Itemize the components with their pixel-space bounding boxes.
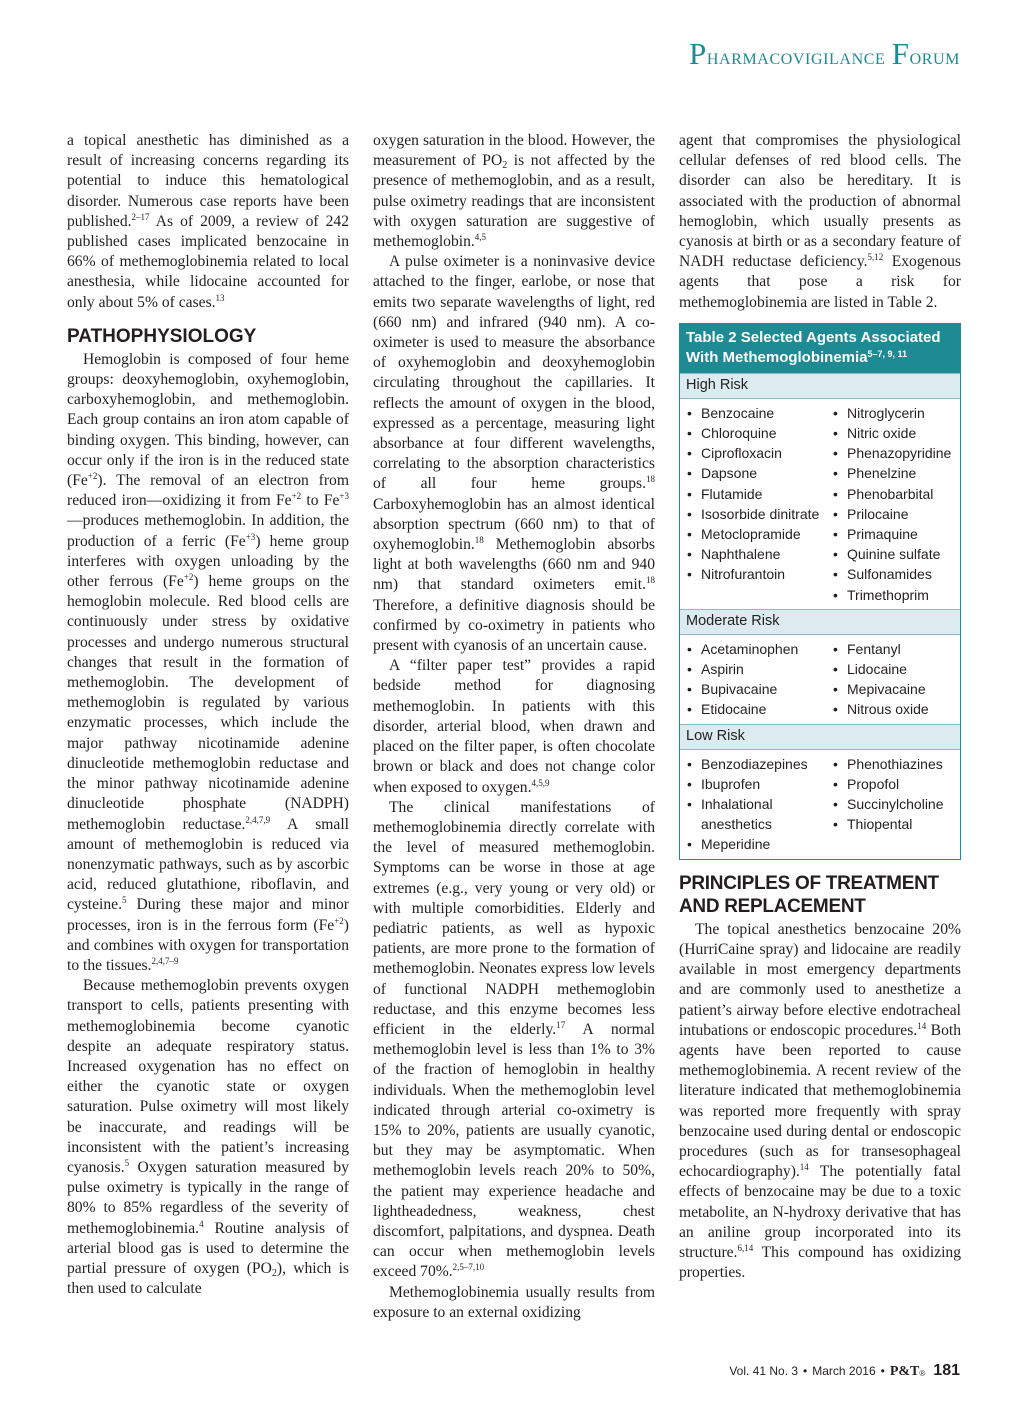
agent-list bbox=[826, 639, 960, 720]
section-heading-principles-of-treatment: PRINCIPLES OF TREATMENT AND REPLACEMENT bbox=[679, 872, 939, 917]
agent-item: • Dapsone bbox=[680, 463, 826, 483]
citation-ref: 2–17 bbox=[131, 211, 150, 222]
agent-item: • Fentanyl bbox=[826, 639, 960, 659]
agent-item: • Ciprofloxacin bbox=[680, 443, 826, 463]
agent-item: • Quinine sulfate bbox=[826, 544, 960, 564]
page-footer: Vol. 41 No. 3 • March 2016 • P&T® 181 bbox=[729, 1362, 960, 1379]
agent-list bbox=[680, 403, 826, 605]
citation-ref: +2 bbox=[334, 915, 344, 926]
agent-item: • Benzocaine bbox=[680, 403, 826, 423]
volume-issue: Vol. 41 No. 3 bbox=[729, 1364, 799, 1378]
agent-item: • Phenelzine bbox=[826, 463, 960, 483]
agent-item: • Flutamide bbox=[680, 484, 826, 504]
column-3 bbox=[679, 131, 961, 1283]
citation-ref: 6,14 bbox=[737, 1242, 754, 1253]
subscript: 2 bbox=[271, 1267, 277, 1279]
paragraph: agent that compromises the physiological cellular defenses of red blood cells. The disorder can also be hereditary. It is associated with the production of abnormal hemoglobin, which usually presents as cyanosis at birth or as a secondary feature of NADH reductase deficiency.$^{5,12}$ Exogenous agents that pose a risk for methemoglobinemia are listed in Table 2. bbox=[679, 132, 961, 311]
paragraph: Methemoglobinemia usually results from exposure to an external oxidizing bbox=[373, 1283, 655, 1321]
citation-ref: 4,5,9 bbox=[531, 777, 550, 788]
agent-item: • Naphthalene bbox=[680, 544, 826, 564]
agent-item: • Succinylcholine bbox=[826, 794, 960, 814]
column-1 bbox=[67, 131, 349, 1299]
agent-item: • Phenothiazines bbox=[826, 754, 960, 774]
citation-ref: 2,4,7,9 bbox=[245, 814, 271, 825]
issue-date: March 2016 bbox=[812, 1364, 876, 1378]
agent-list bbox=[826, 403, 960, 605]
paragraph: oxygen saturation in the blood. However, the measurement of $PO_2$ is not affected by the presence of methemoglobin, and as a result, pulse oximetry readings that are inconsistent with oxygen saturation are suggestive of methemoglobin.$^{4,5}$ bbox=[373, 132, 655, 251]
citation-ref: +3 bbox=[339, 491, 349, 502]
agent-item: • Trimethoprim bbox=[826, 585, 960, 605]
citation-ref: 2,4,7–9 bbox=[151, 955, 179, 966]
agent-item: • Meperidine bbox=[680, 834, 826, 854]
citation-ref: 5 bbox=[122, 895, 127, 906]
citation-ref: +3 bbox=[245, 531, 256, 542]
citation-ref: 14 bbox=[799, 1162, 809, 1173]
section-heading-pathophysiology: PATHOPHYSIOLOGY bbox=[67, 325, 257, 347]
agent-item: • Nitroglycerin bbox=[826, 403, 960, 423]
citation-ref: 18 bbox=[646, 575, 655, 586]
agent-item: • Bupivacaine bbox=[680, 679, 826, 699]
paragraph: The topical anesthetics benzocaine 20% (HurriCaine spray) and lidocaine are readily available in most emergency departments and are commonly used to anesthetize a patient’s airway before elective endotracheal intubations or endoscopic procedures.$^{14}$ Both agents have been reported to cause methemoglobinemia. A recent review of the literature indicated that methemoglobinemia was reported more frequently with spray benzocaine used during dental or endoscopic procedures (such as for transesophageal echocardiography).$^{14}$ The potentially fatal effects of benzocaine may be due to a toxic metabolite, an N-hydroxy derivative that has an aniline group incorporated into its structure.$^{6,14}$ This compound has oxidizing properties. bbox=[679, 920, 961, 1282]
subscript: 2 bbox=[502, 160, 508, 172]
citation-ref: +2 bbox=[87, 471, 98, 482]
agent-item: • Inhalational anesthetics bbox=[680, 794, 826, 834]
table-category-high-risk: High Risk bbox=[680, 373, 960, 399]
table-category-moderate-risk: Moderate Risk bbox=[680, 609, 960, 635]
citation-ref: 17 bbox=[556, 1019, 566, 1030]
citation-ref: 18 bbox=[646, 474, 655, 485]
table-2 bbox=[679, 323, 961, 860]
paragraph: A pulse oximeter is a noninvasive device attached to the finger, earlobe, or nose that emits two separate wavelengths of light, red (660 nm) and infrared (940 nm). A co-oximeter is used to measure the absorbance of oxyhemoglobin and deoxyhemoglobin circulating throughout the capillaries. It reflects the amount of oxygen in the blood, expressed as a percentage, measuring light absorbance at four different wavelengths, correlating to the absorption characteristics of all four heme groups.$^{18}$ Carboxyhemoglobin has an almost identical absorption spectrum (660 nm) to that of oxyhemoglobin.$^{18}$ Methemoglobin absorbs light at both wavelengths (660 nm and 940 nm) that standard oximeters emit.$^{18}$ Therefore, a definitive diagnosis should be confirmed by co-oximetry in patients who present with cyanosis of an uncertain cause. bbox=[373, 253, 655, 655]
agent-item: • Isosorbide dinitrate bbox=[680, 504, 826, 524]
citation-ref: 14 bbox=[917, 1020, 927, 1031]
agent-list bbox=[826, 754, 960, 855]
paragraph: A “filter paper test” provides a rapid bedside method for diagnosing methemoglobin. In patients with this disorder, arterial blood, when drawn and placed on the filter paper, is often chocolate brown or black and does not change color when exposed to oxygen.$^{4,5,9}$ bbox=[373, 657, 655, 796]
citation-ref: 2,5–7,10 bbox=[452, 1262, 485, 1273]
citation-ref: 4 bbox=[199, 1218, 204, 1229]
agent-item: • Etidocaine bbox=[680, 699, 826, 719]
agent-item: • Nitrofurantoin bbox=[680, 564, 826, 584]
journal-name: P&T bbox=[889, 1364, 920, 1379]
table-group-moderate-risk bbox=[680, 635, 960, 724]
column-2 bbox=[373, 131, 655, 1323]
agent-item: • Acetaminophen bbox=[680, 639, 826, 659]
table-group-low-risk bbox=[680, 750, 960, 859]
paragraph: Because methemoglobin prevents oxygen transport to cells, patients presenting with methemoglobinemia become cyanotic despite an adequate respiratory status. Increased oxygenation has no effect on either the cyanotic state or oxygen saturation. Pulse oximetry will most likely be inaccurate, and readings will be inconsistent with the patient’s increasing cyanosis.$^5$ Oxygen saturation measured by pulse oximetry is typically in the range of 80% to 85% regardless of the severity of methemoglobinemia.$^4$ Routine analysis of arterial blood gas is used to determine the partial pressure of oxygen $(PO_2)$, which is then used to calculate bbox=[67, 977, 350, 1298]
citation-ref: +2 bbox=[291, 491, 302, 502]
agent-list bbox=[680, 639, 826, 720]
citation-ref: 5 bbox=[124, 1157, 130, 1168]
agent-item: • Nitric oxide bbox=[826, 423, 960, 443]
agent-list bbox=[680, 754, 826, 855]
citation-ref: 13 bbox=[215, 292, 225, 303]
citation-ref: 18 bbox=[474, 535, 484, 546]
agent-item: • Phenazopyridine bbox=[826, 443, 960, 463]
agent-item: • Prilocaine bbox=[826, 504, 960, 524]
table-category-low-risk: Low Risk bbox=[680, 724, 960, 750]
citation-ref: 4,5 bbox=[474, 232, 487, 243]
agent-item: • Benzodiazepines bbox=[680, 754, 826, 774]
agent-item: • Thiopental bbox=[826, 814, 960, 834]
agent-item: • Aspirin bbox=[680, 659, 826, 679]
table-title: Table 2 Selected Agents Associated With Methemoglobinemia$^{5-7, 9, 11}$ bbox=[680, 324, 960, 373]
agent-item: • Sulfonamides bbox=[826, 564, 960, 584]
agent-item: • Chloroquine bbox=[680, 423, 826, 443]
agent-item: • Metoclopramide bbox=[680, 524, 826, 544]
agent-item: • Primaquine bbox=[826, 524, 960, 544]
paragraph: The clinical manifestations of methemoglobinemia directly correlate with the level of measured methemoglobin. Symptoms can be worse in those at age extremes (e.g., very young or very old) or with multiple comorbidities. Elderly and pediatric patients, as well as hypoxic patients, are more prone to the formation of methemoglobin. Neonates express low levels of functional NADPH methemoglobin reductase, and this enzyme becomes less efficient in the elderly.$^{17}$ A normal methemoglobin level is less than 1% to 3% of the fraction of hemoglobin in healthy individuals. When the methemoglobin level indicated through arterial co-oximetry is 15% to 20%, patients are usually cyanotic, but they may be asymptomatic. When methemoglobin levels reach 20% to 50%, the patient may experience headache and lightheadedness, weakness, chest discomfort, palpitations, and dyspnea. Death can occur when methemoglobin levels exceed 70%.$^{2,5-7,10}$ bbox=[373, 798, 656, 1281]
paragraph: Hemoglobin is composed of four heme groups: deoxyhemoglobin, oxyhemoglobin, carboxyhemoglobin, and methemoglobin. Each group contains an iron atom capable of binding oxygen. This binding, however, can occur only if the iron is in the reduced state $(Fe^{+2})$. The removal of an electron from reduced iron—oxidizing it from $Fe^{+2}$ to $Fe^{+3}—produces$ methemoglobin. In addition, the production of a ferric $(Fe^{+3})$ heme group interferes with oxygen unloading by the other ferrous $(Fe^{+2})$ heme groups on the hemoglobin molecule. Red blood cells are continuously under stress by oxidative processes and undergo numerous structural changes that result in the formation of methemoglobin. The development of methemoglobin is regulated by various enzymatic processes, which include the major pathway nicotinamide adenine dinucleotide methemoglobin reductase and the minor pathway nicotinamide adenine dinucleotide phosphate (NADPH) methemoglobin reductase.$^{2,4,7,9}$ A small amount of methemoglobin is reduced via nonenzymatic pathways, such as by ascorbic acid, reduced glutathione, riboflavin, and cysteine.$^5$ During these major and minor processes, iron is in the ferrous form $(Fe^{+2})$ and combines with oxygen for transportation to the tissues.$^{2,4,7-9}$ bbox=[67, 350, 350, 974]
table-group-high-risk bbox=[680, 399, 960, 609]
agent-item: • Nitrous oxide bbox=[826, 699, 960, 719]
paragraph: a topical anesthetic has diminished as a result of increasing concerns regarding its potential to induce this hematological disorder. Numerous case reports have been published.$^{2-17}$ As of 2009, a review of 242 published cases implicated benzocaine in 66% of methemoglobinemia related to local anesthesia, while lidocaine accounted for only about 5% of cases.$^{13}$ bbox=[67, 132, 349, 311]
running-head: Pharmacovigilance Forum bbox=[689, 36, 960, 71]
page-number: 181 bbox=[933, 1362, 960, 1379]
citation-ref: 5,12 bbox=[867, 252, 884, 263]
agent-item: • Propofol bbox=[826, 774, 960, 794]
agent-item: • Lidocaine bbox=[826, 659, 960, 679]
agent-item: • Ibuprofen bbox=[680, 774, 826, 794]
agent-item: • Phenobarbital bbox=[826, 484, 960, 504]
citation-ref: +2 bbox=[183, 572, 194, 583]
agent-item: • Mepivacaine bbox=[826, 679, 960, 699]
